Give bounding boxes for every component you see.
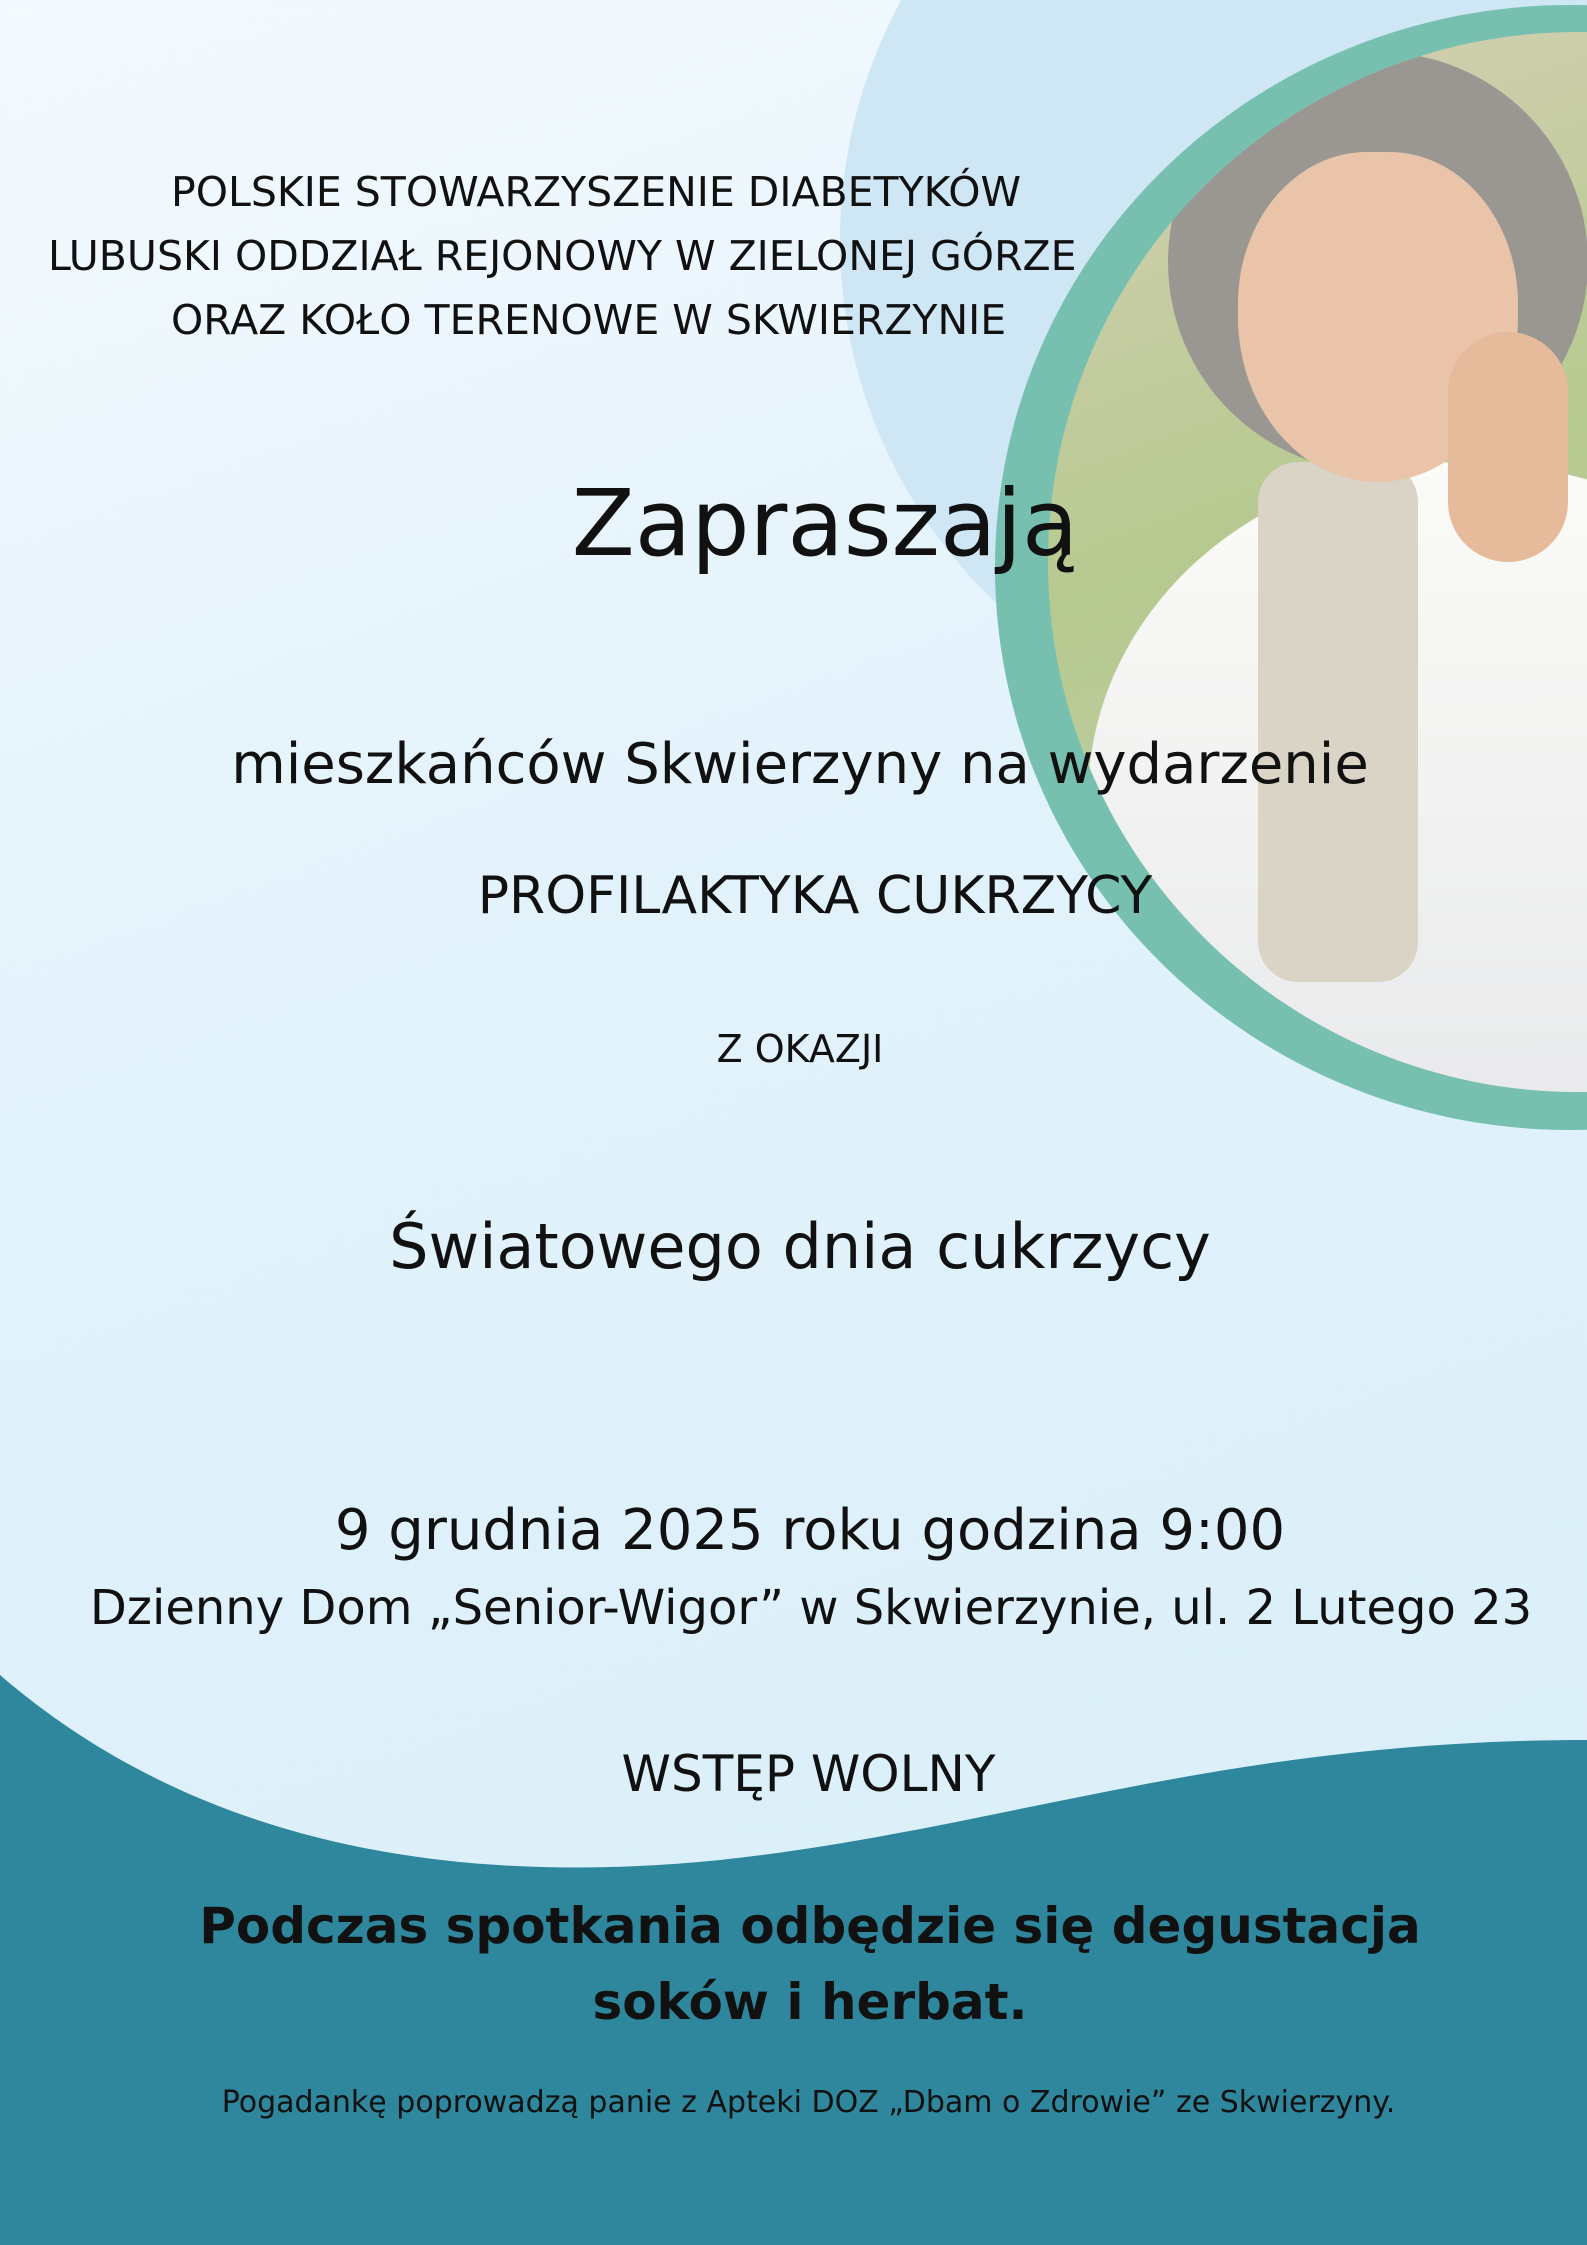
organizer-line-1: POLSKIE STOWARZYSZENIE DIABETYKÓW: [171, 168, 1022, 216]
organizer-line-2: LUBUSKI ODDZIAŁ REJONOWY W ZIELONEJ GÓRZE: [48, 232, 1077, 280]
pharmacy-note: Pogadankę poprowadzą panie z Apteki DOZ „Dbam o Zdrowie” ze Skwierzyny.: [221, 2085, 1396, 2120]
event-location: Dzienny Dom „Senior-Wigor” w Skwierzynie, ul. 2 Lutego 23: [89, 1580, 1533, 1636]
free-entry: WSTĘP WOLNY: [621, 1745, 996, 1803]
event-name: PROFILAKTYKA CUKRZYCY: [477, 866, 1153, 926]
audience-line: mieszkańców Skwierzyny na wydarzenie: [231, 732, 1369, 797]
occasion-title: Światowego dnia cukrzycy: [389, 1210, 1211, 1283]
event-datetime: 9 grudnia 2025 roku godzina 9:00: [334, 1498, 1286, 1563]
tasting-info: Podczas spotkania odbędzie się degustacja soków i herbat.: [199, 1897, 1421, 2031]
organizer-line-3: ORAZ KOŁO TERENOWE W SKWIERZYNIE: [171, 296, 1007, 344]
invite-heading: Zapraszają: [571, 470, 1079, 577]
occasion-label: Z OKAZJI: [716, 1027, 884, 1071]
